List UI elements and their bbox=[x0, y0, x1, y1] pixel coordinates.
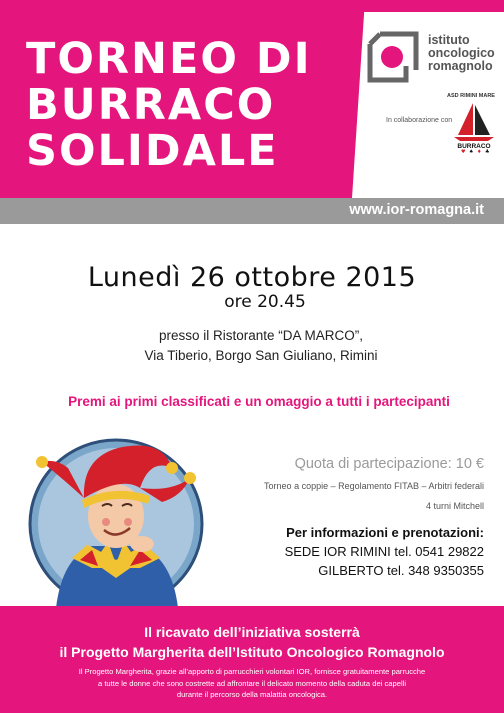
contact-line-2: GILBERTO tel. 348 9350355 bbox=[318, 563, 484, 578]
burraco-label: BURRACO bbox=[457, 143, 491, 150]
footer-small-3: durante il percorso della malattia oncologica. bbox=[176, 690, 328, 699]
tournament-turns: 4 turni Mitchell bbox=[425, 501, 484, 511]
title-line-2: BURRACO bbox=[26, 80, 276, 130]
participation-fee: Quota di partecipazione: 10 € bbox=[294, 456, 484, 472]
ior-logo-text bbox=[428, 34, 495, 73]
contact-line-1: SEDE IOR RIMINI tel. 0541 29822 bbox=[284, 544, 484, 559]
venue-line-2: Via Tiberio, Borgo San Giuliano, Rimini bbox=[144, 348, 378, 363]
svg-text:♣: ♣ bbox=[485, 149, 490, 153]
title-line-3: SOLIDALE bbox=[26, 126, 279, 176]
event-time: ore 20.45 bbox=[224, 292, 306, 312]
footer-small-2: a tutte le donne che sono costrette ad affrontare il delicato momento della caduta dei capelli bbox=[97, 678, 407, 688]
title-line-1: TORNEO DI bbox=[26, 34, 312, 84]
footer-banner bbox=[0, 606, 504, 713]
svg-text:♠: ♠ bbox=[469, 149, 474, 153]
event-date: Lunedì 26 ottobre 2015 bbox=[87, 262, 417, 293]
sailboat-icon bbox=[448, 93, 500, 153]
ior-text-line-2: oncologico bbox=[428, 46, 495, 60]
venue-line-1: presso il Ristorante “DA MARCO”, bbox=[158, 328, 364, 343]
ior-logo-icon bbox=[366, 30, 420, 84]
event-venue bbox=[0, 326, 504, 366]
ior-text-line-3: romagnolo bbox=[428, 59, 493, 73]
ior-text-line-1: istituto bbox=[428, 33, 470, 47]
asd-label: ASD RIMINI MARE bbox=[447, 93, 495, 99]
jester-illustration bbox=[22, 418, 210, 612]
svg-text:♦: ♦ bbox=[477, 149, 482, 153]
info-block bbox=[194, 456, 484, 578]
footer-small-1: Il Progetto Margherita, grazie all’apporto di parrucchieri volontari IOR, fornisce gratuitamente parrucche bbox=[78, 667, 426, 676]
tournament-rules: Torneo a coppie – Regolamento FITAB – Arbitri federali bbox=[264, 481, 484, 491]
footer-line-2: il Progetto Margherita dell’Istituto Oncologico Romagnolo bbox=[59, 644, 445, 660]
prizes-text: Premi ai primi classificati e un omaggio a tutti i partecipanti bbox=[68, 394, 450, 409]
page-title bbox=[26, 36, 326, 174]
footer-line-1: Il ricavato dell’iniziativa sosterrà bbox=[144, 624, 360, 640]
collaboration-label: In collaborazione con bbox=[386, 117, 453, 124]
website-link[interactable]: www.ior-romagna.it bbox=[349, 202, 484, 218]
footer-description bbox=[20, 666, 484, 701]
contact-title: Per informazioni e prenotazioni: bbox=[286, 525, 484, 540]
svg-text:♥: ♥ bbox=[461, 149, 466, 153]
